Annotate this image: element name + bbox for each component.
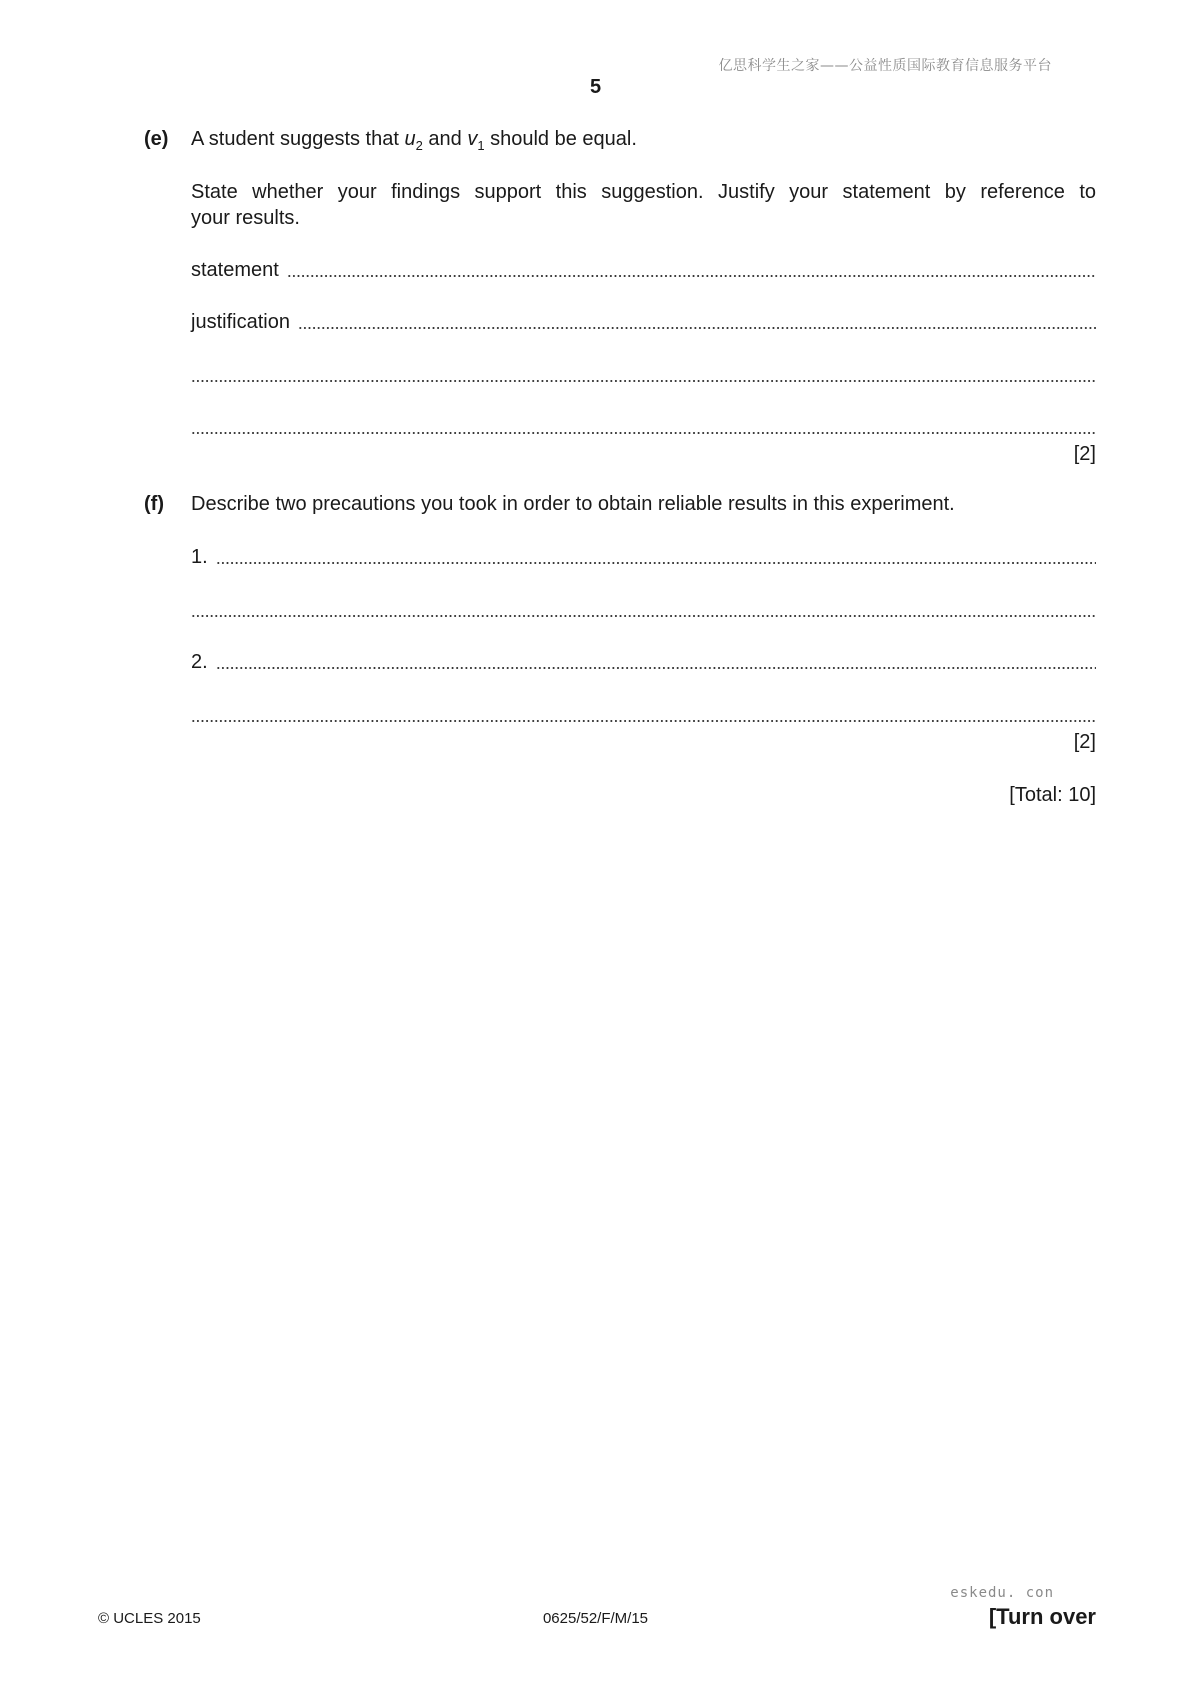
precaution-2-label: 2. bbox=[191, 651, 208, 673]
dotted-fill bbox=[216, 560, 1096, 566]
dotted-fill bbox=[191, 613, 1096, 619]
footer-copyright: © UCLES 2015 bbox=[98, 1610, 201, 1627]
question-e-text-b: and bbox=[422, 128, 468, 150]
question-e-text-a: A student suggests that bbox=[191, 128, 405, 150]
justification-answer-line-2[interactable] bbox=[191, 363, 1096, 387]
question-e-label: (e) bbox=[144, 128, 169, 150]
footer-paper-code: 0625/52/F/M/15 bbox=[542, 1610, 649, 1627]
question-e-instruction-2: your results. bbox=[191, 207, 300, 229]
subscript-u: 2 bbox=[415, 138, 423, 153]
precaution-2-answer-line[interactable] bbox=[191, 650, 1096, 674]
question-f-label: (f) bbox=[144, 493, 164, 515]
question-e-text-c: should be equal. bbox=[484, 128, 637, 150]
precaution-1-answer-line[interactable] bbox=[191, 545, 1096, 569]
precaution-1-label: 1. bbox=[191, 546, 208, 568]
variable-u: u bbox=[404, 128, 416, 150]
justification-answer-line-3[interactable] bbox=[191, 415, 1096, 439]
subscript-v: 1 bbox=[477, 138, 485, 153]
question-f-text: Describe two precautions you took in order to obtain reliable results in this experiment. bbox=[191, 493, 955, 515]
dotted-fill bbox=[191, 378, 1096, 384]
question-f-marks: [2] bbox=[1073, 731, 1096, 753]
turn-over: [Turn over bbox=[988, 1604, 1096, 1629]
variable-v: v bbox=[467, 128, 478, 150]
page-number: 5 bbox=[589, 76, 602, 98]
header-watermark: 亿思科学生之家——公益性质国际教育信息服务平台 bbox=[718, 58, 1052, 74]
dotted-fill bbox=[298, 325, 1096, 331]
question-e-marks: [2] bbox=[1073, 443, 1096, 465]
dotted-fill bbox=[191, 430, 1096, 436]
statement-answer-line[interactable] bbox=[191, 258, 1096, 282]
total-marks: [Total: 10] bbox=[1009, 784, 1096, 806]
question-e-text bbox=[191, 127, 637, 151]
precaution-2-answer-line-2[interactable] bbox=[191, 703, 1096, 727]
dotted-fill bbox=[287, 273, 1096, 279]
footer-watermark: eskedu. con bbox=[950, 1585, 1054, 1601]
question-e-instruction-1: State whether your findings support this suggestion. Justify your statement by reference to bbox=[191, 181, 1096, 203]
statement-label: statement bbox=[191, 259, 279, 281]
justification-answer-line[interactable] bbox=[191, 310, 1096, 334]
dotted-fill bbox=[191, 718, 1096, 724]
justification-label: justification bbox=[191, 311, 290, 333]
precaution-1-answer-line-2[interactable] bbox=[191, 598, 1096, 622]
dotted-fill bbox=[216, 665, 1096, 671]
